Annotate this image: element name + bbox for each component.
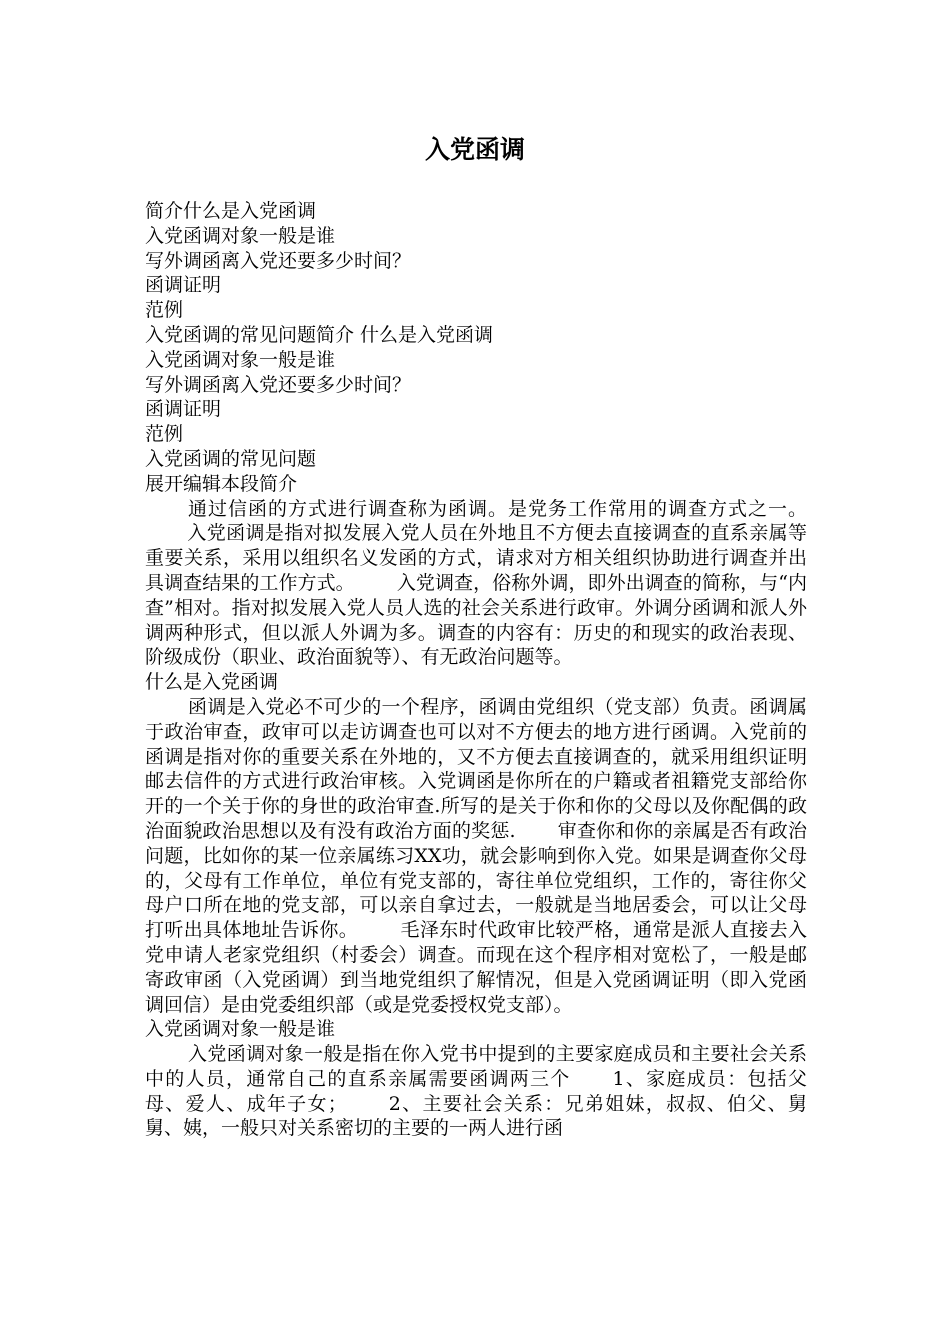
- intro-paragraph: [145, 497, 807, 671]
- section-sentence: 函调是入党必不可少的一个程序，函调由党组织（党支部）负责。函调属于政治审查，政审可以走访调查也可以对不方便去的地方进行函调。入党前的函调是指对你的重要关系在外地的，又不方便去直接调查的，就采用组织证明邮去信件的方式进行政治审核。入党调函是你所在的户籍或者祖籍党支部给你开的一个关于你的身世的政治审查.所写的是关于你和你的父母以及你配偶的政治面貌政治思想以及有没有政治方面的奖惩.: [145, 695, 807, 842]
- toc-item: 入党函调的常见问题简介 什么是入党函调: [145, 323, 494, 346]
- toc-item: 函调证明: [145, 274, 222, 297]
- section-sentence: 审查你和你的亲属是否有政治问题，比如你的某一位亲属练习XX功，就会影响到你入党。如果是调查你父母的，父母有工作单位，单位有党支部的，寄往单位党组织，工作的，寄往你父母户口所在地的党支部，可以亲自拿过去，一般就是当地居委会，可以让父母打听出具体地址告诉你。: [145, 819, 807, 942]
- toc-item: 范例: [145, 423, 184, 446]
- toc-item: 入党函调对象一般是谁: [145, 348, 336, 371]
- intro-sentence: 入党函调是指对拟发展入党人员在外地且不方便去直接调查的直系亲属等重要关系，采用以组织名义发函的方式，请求对方相关组织协助进行调查并出具调查结果的工作方式。: [145, 522, 807, 594]
- section-heading: 入党函调对象一般是谁: [145, 1018, 336, 1041]
- section-sentence: 毛泽东时代政审比较严格，通常是派人直接去入党申请人老家党组织（村委会）调查。而现在这个程序相对宽松了，一般是邮寄政审函（入党函调）到当地党组织了解情况，但是入党函调证明（即入党函调回信）是由党委组织部（或是党委授权党支部）。: [145, 919, 807, 1016]
- toc-item: 函调证明: [145, 398, 222, 421]
- document-body: [145, 199, 807, 1141]
- toc-item: 入党函调对象一般是谁: [145, 224, 336, 247]
- toc-item: 写外调函离入党还要多少时间？: [145, 373, 412, 396]
- table-of-contents: [145, 199, 807, 497]
- section-sentence: 2、主要社会关系：兄弟姐妹，叔叔、伯父、舅舅、姨，一般只对关系密切的主要的一两人进行函: [145, 1092, 807, 1140]
- toc-item: 展开编辑本段简介: [145, 472, 298, 495]
- section-sentence: 入党函调对象一般是指在你入党书中提到的主要家庭成员和主要社会关系中的人员，通常自己的直系亲属需要函调两三个: [145, 1043, 807, 1090]
- toc-item: 简介什么是入党函调: [145, 200, 317, 222]
- toc-item: 范例: [145, 299, 184, 322]
- toc-item: 入党函调的常见问题: [145, 447, 317, 470]
- intro-sentence: 入党调查，俗称外调，即外出调查的简称，与“内查”相对。指对拟发展入党人员人选的社会关系进行政审。外调分函调和派人外调两种形式，但以派人外调为多。调查的内容有：历史的和现实的政治表现、阶级成份（职业、政治面貌等）、有无政治问题等。: [145, 571, 807, 669]
- section-paragraph: [145, 1042, 807, 1141]
- section-sentence: 1、家庭成员：包括父母、爱人、成年子女；: [145, 1067, 807, 1115]
- document-title: 入党函调: [424, 135, 525, 164]
- section-paragraph: [145, 695, 807, 1017]
- intro-sentence: 通过信函的方式进行调查称为函调。是党务工作常用的调查方式之一。: [188, 497, 807, 520]
- section-heading: 什么是入党函调: [145, 671, 279, 694]
- toc-item: 写外调函离入党还要多少时间？: [145, 249, 412, 272]
